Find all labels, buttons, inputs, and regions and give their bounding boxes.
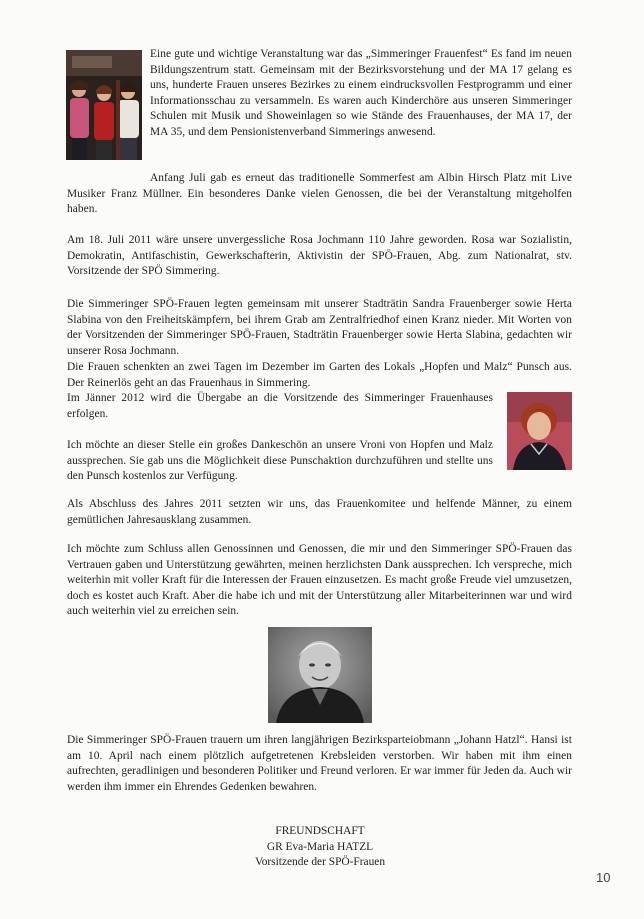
paragraph-sommerfest: Anfang Juli gab es erneut das traditionelle Sommerfest am Albin Hirsch Platz mit Live Musiker Franz Müllner. Ein besonderes Danke vielen Genossen, die bei der Veranstaltung mitgeholfen haben. — [67, 172, 572, 216]
signature-block — [150, 824, 490, 871]
signature-greeting: FREUNDSCHAFT — [275, 825, 365, 837]
paragraph-dankeschoen-vroni: Ich möchte an dieser Stelle ein großes Dankeschön an unsere Vroni von Hopfen und Malz aussprechen. Sie gab uns die Möglichkeit diese Punschaktion durchzuführen und stellte uns den Punsch kostenlos zur Verfügung. — [67, 439, 493, 483]
signature-title: Vorsitzende der SPÖ-Frauen — [254, 856, 386, 869]
photo-vroni-portrait — [507, 392, 572, 470]
photo-frauenfest-group — [66, 50, 142, 160]
paragraph-johann-hatzl: Die Simmeringer SPÖ-Frauen trauern um ihren langjährigen Bezirksparteiobmann „Johann Hatzl“. Hansi ist am 10. April nach einem plötzlich aufgetretenen Krebsleiden verstorben. Wir haben mit ihm einen aufrechten, geradlinigen und besonderen Politiker und Freund verloren. Er war immer für Jeden da. Auch wir werden ihm immer ein Ehrendes Gedenken bewahren. — [67, 734, 572, 793]
paragraph-grab-zentralfriedhof: Die Simmeringer SPÖ-Frauen legten gemeinsam mit unserer Stadträtin Sandra Frauenberger sowie Herta Slabina von den Freiheitskämpfern, bei ihrem Grab am Zentralfriedhof einen Kranz nieder. Mit Worten von der Vorsitzenden der Simmeringer SPÖ-Frauen, Stadträtin Frauenberger sowie Herta Slabina, gedachten wir unserer Rosa Jochmann. — [67, 298, 572, 357]
paragraph-punsch: Die Frauen schenkten an zwei Tagen im Dezember im Garten des Lokals „Hopfen und Malz“ Punsch aus. Der Reinerlös geht an das Frauenhaus in Simmering. — [67, 361, 572, 389]
signature-name: GR Eva-Maria HATZL — [266, 840, 374, 853]
photo-johann-hatzl-portrait — [268, 627, 372, 723]
paragraph-frauenfest: Eine gute und wichtige Veranstaltung war das „Simmeringer Frauenfest“ Es fand im neuen Bildungszentrum statt. Gemeinsam mit der Bezirksvorstehung und der MA 17 gelang es uns, hunderte Frauen unseres Bezirkes zu einem eindrucksvollen Festprogramm und einer Informationsschau zu versammeln. Es waren auch Kinderchöre aus unseren Simmeringer Schulen mit Musik und Showeinlagen so wie Stände des Frauenhauses, der MA 17, der MA 35, und dem Pensionistenverband Simmerings anwesend. — [150, 48, 572, 138]
page-number: 10 — [596, 870, 611, 885]
paragraph-rosa-jochmann: Am 18. Juli 2011 wäre unsere unvergessliche Rosa Jochmann 110 Jahre geworden. Rosa war Sozialistin, Demokratin, Antifaschistin, Gewerkschafterin, Aktivistin der SPÖ-Frauen, Abg. zum Nationalrat, stv. Vorsitzende der SPÖ Simmering. — [67, 234, 572, 278]
paragraph-jahresausklang: Als Abschluss des Jahres 2011 setzten wir uns, das Frauenkomitee und helfende Männer, zu einem gemütlichen Jahresausklang zusammen. — [67, 498, 572, 526]
paragraph-uebergabe: Im Jänner 2012 wird die Übergabe an die Vorsitzende des Simmeringer Frauenhauses erfolgen. — [67, 392, 493, 420]
paragraph-dank-genossen: Ich möchte zum Schluss allen Genossinnen und Genossen, die mir und den Simmeringer SPÖ-Frauen das Vertrauen gaben und Unterstützung gewährten, meinen herzlichsten Dank aussprechen. Ich verspreche, mich weiterhin mit voller Kraft für die Interessen der Frauen einzusetzen. Es macht große Freude viel umzusetzen, doch es kostet auch Kraft. Aber die habe ich und mit der Unterstützung aller Mitarbeiterinnen war und wird auch weiterhin viel zu erreichen sein. — [67, 543, 572, 618]
